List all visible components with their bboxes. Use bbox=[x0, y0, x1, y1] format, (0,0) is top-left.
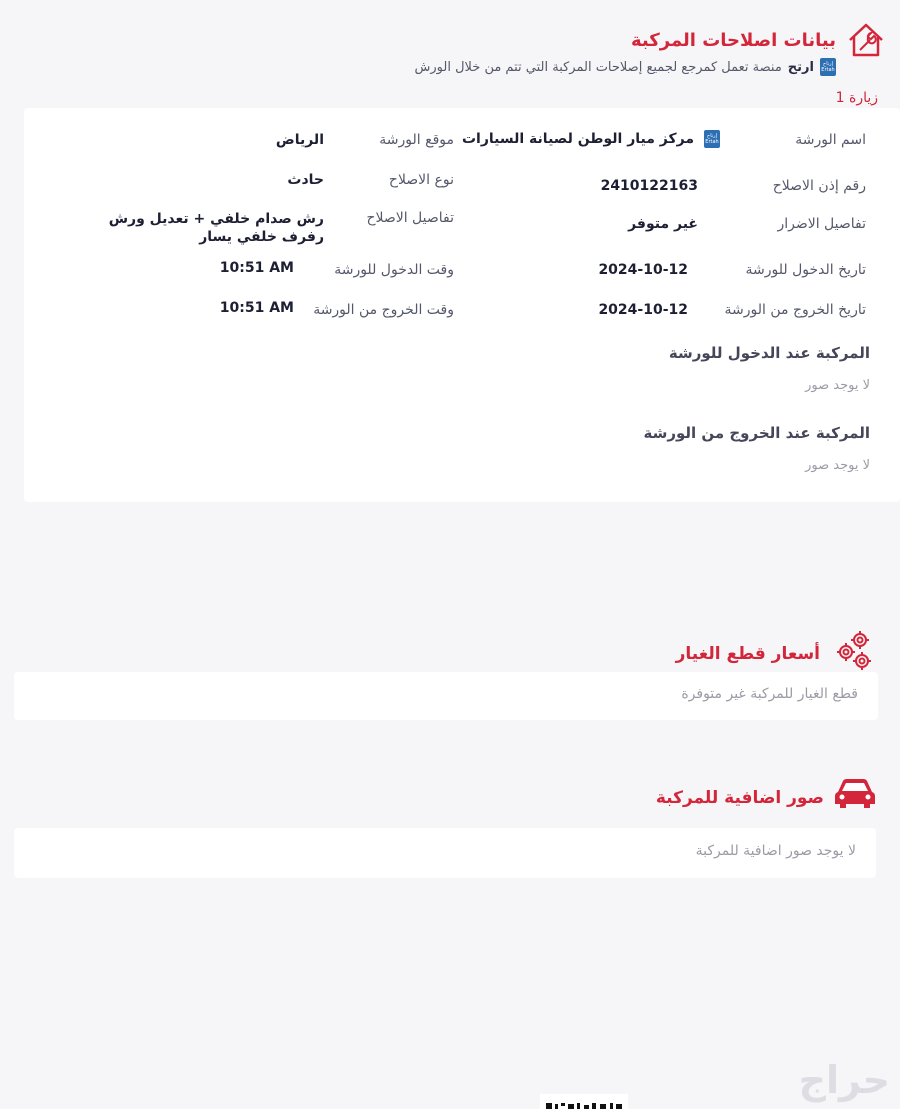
repairs-header-icon bbox=[846, 20, 886, 60]
repair-details-label: تفاصيل الاصلاح bbox=[366, 210, 454, 226]
haraj-watermark: حراج bbox=[798, 1058, 890, 1102]
gears-icon bbox=[834, 628, 876, 672]
qr-code-fragment bbox=[540, 1094, 628, 1109]
extra-photos-title: صور اضافية للمركبة bbox=[655, 788, 824, 808]
location-label: موقع الورشة bbox=[379, 132, 454, 148]
exit-time-value: 10:51 AM bbox=[219, 300, 294, 316]
damage-details-value: غير متوفر bbox=[628, 216, 698, 232]
exit-date-value: 2024-10-12 bbox=[598, 302, 688, 318]
entry-time-value: 10:51 AM bbox=[219, 260, 294, 276]
exit-time-label: وقت الخروج من الورشة bbox=[313, 302, 454, 318]
car-icon bbox=[834, 776, 876, 810]
workshop-ertah-badge: إرتاح Ertah bbox=[704, 130, 720, 148]
permit-value: 2410122163 bbox=[600, 178, 698, 194]
extra-photos-card bbox=[14, 828, 876, 878]
spare-parts-empty: قطع الغيار للمركبة غير متوفرة bbox=[681, 686, 858, 702]
workshop-name-text: مركز ميار الوطن لصيانة السيارات bbox=[461, 131, 694, 147]
repair-type-value: حادث bbox=[287, 172, 324, 188]
extra-photos-empty: لا يوجد صور اضافية للمركبة bbox=[695, 843, 856, 859]
exit-photos-empty: لا يوجد صور bbox=[805, 458, 870, 473]
repair-details-value: رش صدام خلفي + تعديل ورش رفرف خلفي يسار bbox=[108, 211, 324, 245]
exit-photos-title: المركبة عند الخروج من الورشة bbox=[643, 424, 870, 442]
damage-details-label: تفاصيل الاضرار bbox=[777, 216, 866, 232]
entry-date-label: تاريخ الدخول للورشة bbox=[745, 262, 866, 278]
location-value: الرياض bbox=[275, 132, 324, 148]
permit-label: رقم إذن الاصلاح bbox=[772, 178, 866, 194]
repair-type-label: نوع الاصلاح bbox=[388, 172, 454, 188]
spare-parts-title: أسعار قطع الغيار bbox=[675, 644, 820, 664]
ertah-logo: إرتاح Ertah bbox=[820, 58, 836, 76]
exit-date-label: تاريخ الخروج من الورشة bbox=[724, 302, 866, 318]
entry-date-value: 2024-10-12 bbox=[598, 262, 688, 278]
brand-tagline-text: منصة تعمل كمرجع لجميع إصلاحات المركبة التي تتم من خلال الورش bbox=[414, 59, 782, 75]
page-title: بيانات اصلاحات المركبة bbox=[631, 30, 836, 51]
brand-name: ارتح bbox=[787, 59, 814, 75]
entry-photos-empty: لا يوجد صور bbox=[805, 378, 870, 393]
entry-time-label: وقت الدخول للورشة bbox=[334, 262, 454, 278]
workshop-name-value bbox=[462, 130, 720, 148]
brand-tagline bbox=[415, 58, 837, 76]
entry-photos-title: المركبة عند الدخول للورشة bbox=[668, 344, 870, 362]
workshop-card bbox=[24, 108, 900, 502]
visit-label: زيارة 1 bbox=[835, 90, 878, 106]
workshop-name-label: اسم الورشة bbox=[795, 132, 866, 148]
spare-parts-card bbox=[14, 672, 878, 720]
